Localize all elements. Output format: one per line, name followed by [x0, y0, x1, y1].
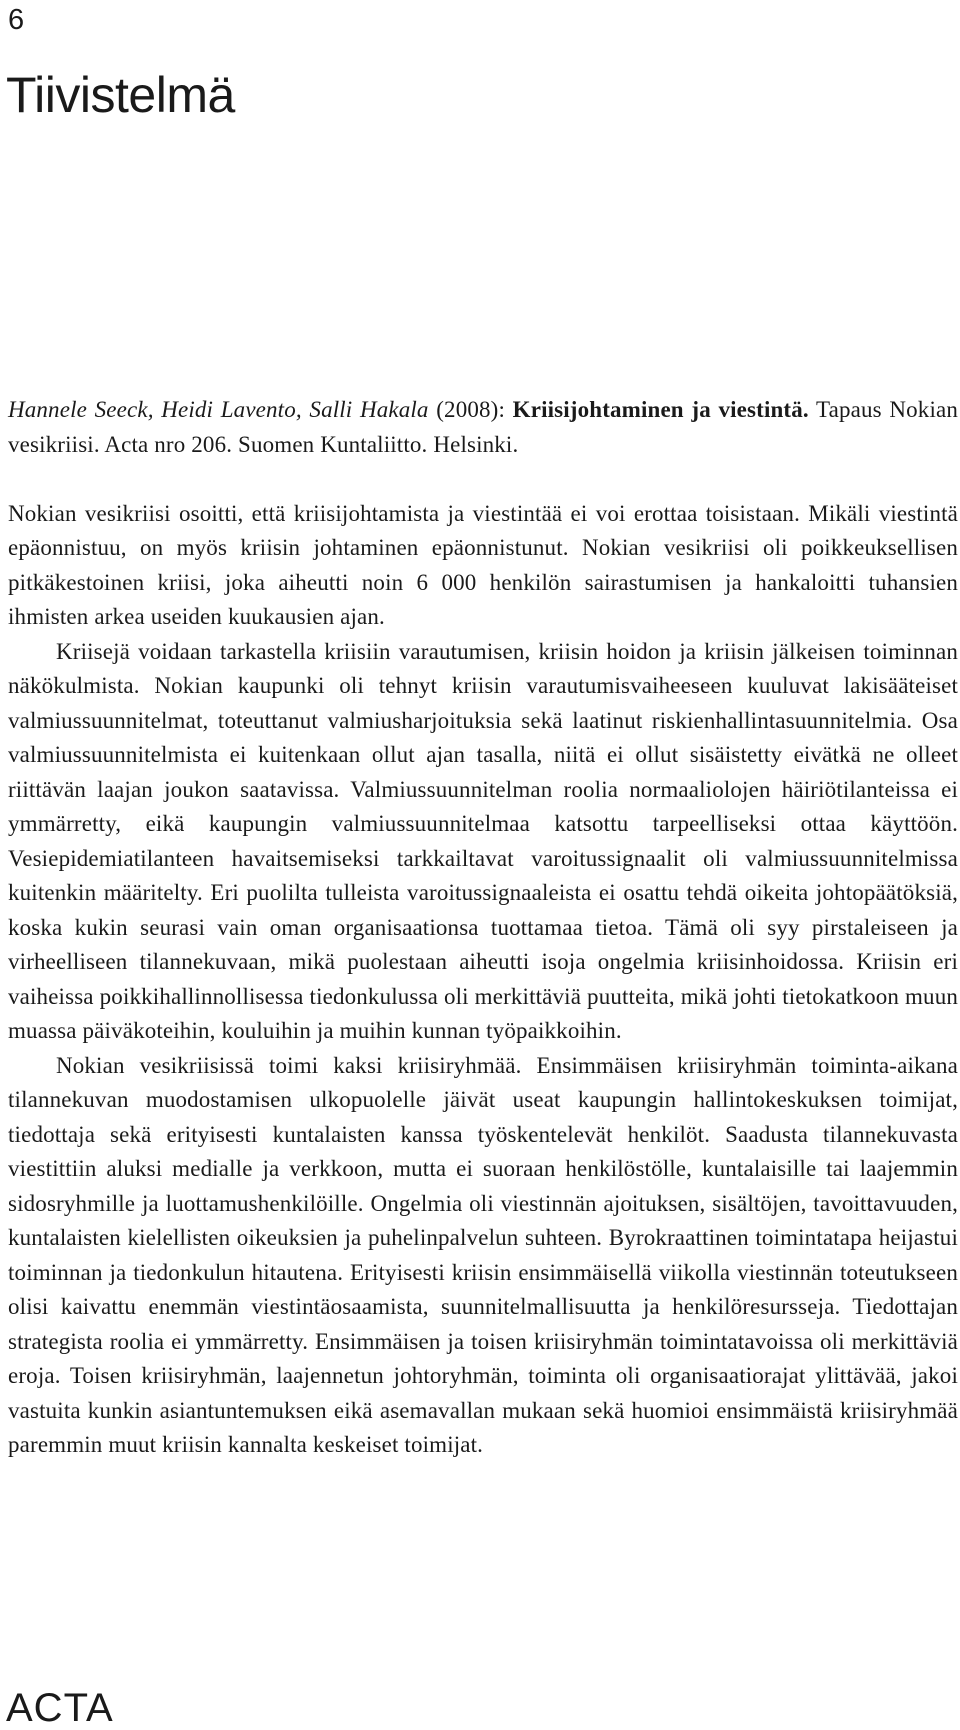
page-title: Tiivistelmä	[6, 67, 235, 123]
citation-year: (2008):	[436, 397, 506, 422]
citation-title: Kriisijohtaminen ja viestintä.	[512, 397, 809, 422]
paragraph: Kriisejä voidaan tarkastella kriisiin varautumisen, kriisin hoidon ja kriisin jälkeisen toiminnan näkökulmista. Nokian kaupunki oli tehnyt kriisin varautumisvaiheeseen kuuluvat lakisääteiset valmiussuunnitelmat, toteuttanut valmiusharjoituksia sekä laatinut riskienhallintasuunnitelmia. Osa valmiussuunnitelmista ei kuitenkaan ollut ajan tasalla, niitä ei ollut sisäistetty eivätkä ne olleet riittävän laajan joukon saatavissa. Valmiussuunnitelman roolia normaaliolojen häiriötilanteissa ei ymmärretty, eikä kaupungin valmiussuunnitelmaa katsottu tarpeelliseksi ottaa käyttöön. Vesiepidemiatilanteen havaitsemiseksi tarkkailtavat varoitussignaalit oli valmiussuunnitelmissa kuitenkin määritelty. Eri puolilta tulleista varoitussignaaleista ei osattu tehdä oikeita johtopäätöksiä, koska kukin seurasi vain oman organisaationsa tuottamaa tietoa. Tämä oli syy pirstaleiseen ja virheelliseen tilannekuvaan, mikä puolestaan aiheutti isoja ongelmia kriisinhoidossa. Kriisin eri vaiheissa poikkihallinnollisessa tiedonkulussa oli merkittäviä puutteita, mikä johti tietokatkoon muun muassa päiväkoteihin, kouluihin ja muihin kunnan työpaikkoihin.	[8, 638, 958, 1043]
citation-publication: Tapaus Nokian vesikriisi. Acta nro 206. Suomen Kuntaliitto. Helsinki.	[8, 397, 958, 457]
paragraph: Nokian vesikriisi osoitti, että kriisijohtamista ja viestintää ei voi erottaa toisistaan. Mikäli viestintä epäonnistuu, on myös kriisin johtaminen epäonnistunut. Nokian vesikriisi oli poikkeuksellisen pitkäkestoinen kriisi, joka aiheutti noin 6 000 henkilön sairastumisen ja hankaloitti tuhansien ihmisten arkea useiden kuukausien ajan.	[8, 500, 958, 629]
abstract-body	[8, 393, 958, 1463]
acta-logo: ACTA	[6, 1686, 114, 1730]
page-number: 6	[8, 4, 25, 36]
paragraph: Nokian vesikriisissä toimi kaksi kriisiryhmää. Ensimmäisen kriisiryhmän toiminta-aikana tilannekuvan muodostamisen ulkopuolelle jäivät useat kaupungin hallintokeskuksen toimijat, tiedottaja sekä erityisesti kuntalaisten kanssa työskentelevät henkilöt. Saadusta tilannekuvasta viestittiin aluksi medialle ja verkkoon, mutta ei suoraan henkilöstölle, kuntalaisille tai laajemmin sidosryhmille ja luottamushenkilöille. Ongelmia oli viestinnän ajoituksen, sisältöjen, tavoittavuuden, kuntalaisten kielellisten oikeuksien ja puhelinpalvelun suhteen. Byrokraattinen toimintatapa heijastui toiminnan ja tiedonkulun hitautena. Erityisesti kriisin ensimmäisellä viikolla viestinnän toteutukseen olisi kaivattu enemmän viestintäosaamista, suunnitelmallisuutta ja henkilöresursseja. Tiedottajan strategista roolia ei ymmärretty. Ensimmäisen ja toisen kriisiryhmän toimintatavoissa oli merkittäviä eroja. Toisen kriisiryhmän, laajennetun johtoryhmän, toiminta oli organisaatiorajat ylittävää, jakoi vastuita kunkin asiantuntemuksen eikä asemavallan mukaan sekä huomioi ensimmäistä kriisiryhmää paremmin muut kriisin kannalta keskeiset toimijat.	[8, 1052, 958, 1457]
citation-authors: Hannele Seeck, Heidi Lavento, Salli Hakala	[8, 397, 429, 422]
citation	[8, 393, 958, 462]
